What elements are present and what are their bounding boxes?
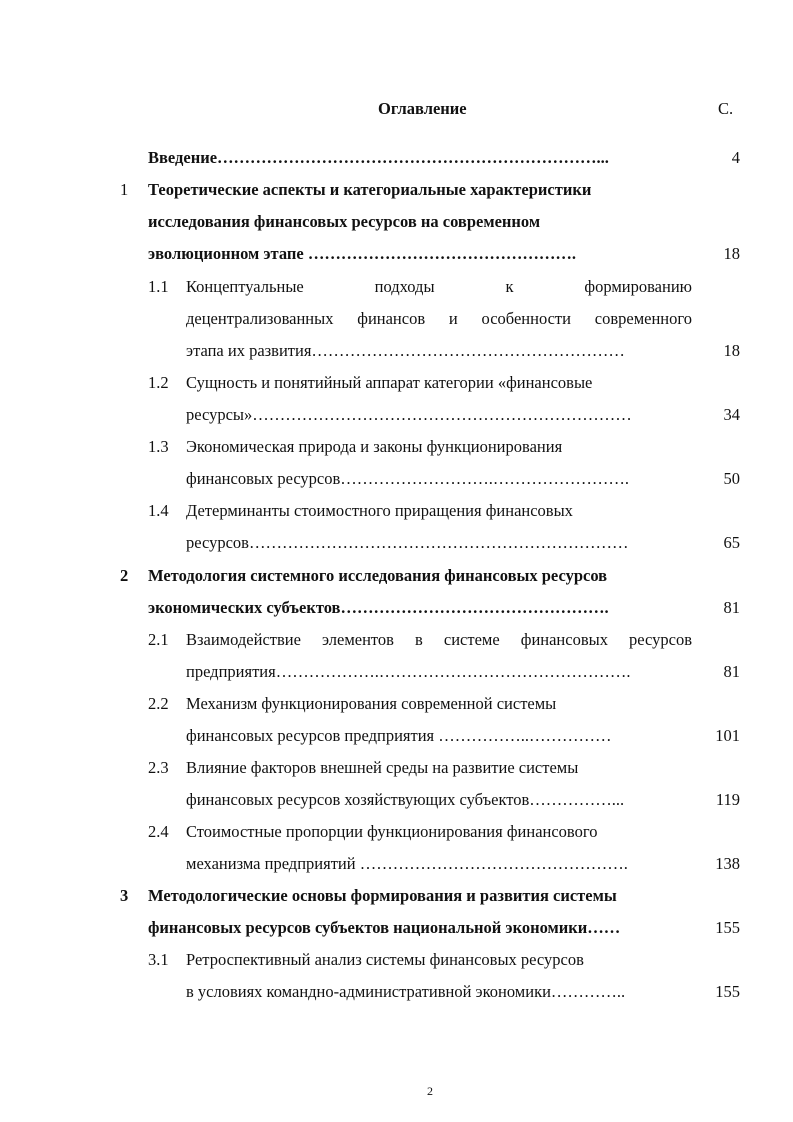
toc-page-number: 81	[723, 662, 740, 681]
toc-section-number: 1.4	[148, 501, 169, 520]
toc-page-number: 155	[715, 918, 740, 937]
toc-section-title: Экономическая природа и законы функционирования	[186, 437, 563, 456]
toc-section-title: децентрализованных финансов и особенности современного	[186, 309, 692, 328]
page-column-label: С.	[718, 99, 734, 118]
toc-section-title: в условиях командно-административной экономики…………..	[186, 982, 626, 1001]
toc-chapter-title: Методологические основы формирования и развития системы	[148, 886, 617, 905]
toc-title: Оглавление	[378, 99, 467, 118]
toc-page-intro: 4	[731, 148, 740, 167]
toc-chapter-title: финансовых ресурсов субъектов национальной экономики……	[148, 918, 621, 937]
toc-word: Концептуальные	[186, 277, 304, 296]
toc-chapter-number: 1	[120, 180, 129, 199]
toc-section-title: Влияние факторов внешней среды на развитие системы	[186, 758, 579, 777]
toc-word: подходы	[374, 277, 435, 296]
page-number: 2	[427, 1084, 433, 1098]
toc-chapter-number: 3	[120, 886, 129, 905]
toc-section-title: Стоимостные пропорции функционирования финансового	[186, 822, 598, 841]
toc-section-title: Сущность и понятийный аппарат категории «финансовые	[186, 373, 593, 392]
toc-chapter-title: Теоретические аспекты и категориальные характеристики	[148, 180, 592, 199]
toc-section-title: Механизм функционирования современной системы	[186, 694, 557, 713]
toc-page-number: 50	[723, 469, 740, 488]
toc-section-title: ресурсов……………………………………………………………	[186, 533, 629, 552]
toc-section-title	[186, 276, 692, 298]
toc-chapter-title: экономических субъектов………………………………………….	[148, 598, 609, 617]
toc-page-number: 119	[715, 790, 740, 809]
toc-page-number: 65	[723, 533, 740, 552]
toc-chapter-title: эволюционном этапе ………………………………………….	[148, 244, 576, 263]
toc-section-title: Детерминанты стоимостного приращения финансовых	[186, 501, 573, 520]
toc-word: к	[505, 277, 514, 296]
toc-section-title: механизма предприятий ………………………………………….	[186, 854, 628, 873]
toc-section-number: 3.1	[148, 950, 169, 969]
toc-section-title: финансовых ресурсов предприятия ……………..……………	[186, 726, 612, 745]
toc-page-number: 81	[723, 598, 740, 617]
toc-section-title: финансовых ресурсов……………………….…………………….	[186, 469, 630, 488]
toc-section-title: этапа их развития…………………………………………………	[186, 341, 625, 360]
toc-section-number: 1.1	[148, 277, 169, 296]
toc-section-number: 1.2	[148, 373, 169, 392]
toc-chapter-title: Методология системного исследования финансовых ресурсов	[148, 566, 608, 585]
toc-page-number: 18	[723, 244, 740, 263]
toc-chapter-title: исследования финансовых ресурсов на современном	[148, 212, 541, 231]
toc-section-title: финансовых ресурсов хозяйствующих субъектов……………...	[186, 790, 625, 809]
toc-section-title: Взаимодействие элементов в системе финансовых ресурсов	[186, 630, 692, 649]
toc-page-number: 101	[715, 726, 740, 745]
toc-section-title: Ретроспективный анализ системы финансовых ресурсов	[186, 950, 584, 969]
toc-chapter-number: 2	[120, 566, 129, 585]
toc-section-title: предприятия……………….……………………………………….	[186, 662, 631, 681]
toc-page-number: 34	[723, 405, 740, 424]
toc-page-number: 138	[715, 854, 740, 873]
toc-section-number: 2.2	[148, 694, 169, 713]
toc-entry-intro: Введение……………………………………………………………...	[148, 148, 609, 167]
toc-page-number: 18	[723, 341, 740, 360]
toc-section-number: 2.4	[148, 822, 169, 841]
toc-section-number: 2.3	[148, 758, 169, 777]
toc-section-number: 2.1	[148, 630, 169, 649]
toc-word: формированию	[584, 277, 692, 296]
toc-page-number: 155	[715, 982, 740, 1001]
toc-section-number: 1.3	[148, 437, 169, 456]
toc-section-title: ресурсы»……………………………………………………………	[186, 405, 632, 424]
